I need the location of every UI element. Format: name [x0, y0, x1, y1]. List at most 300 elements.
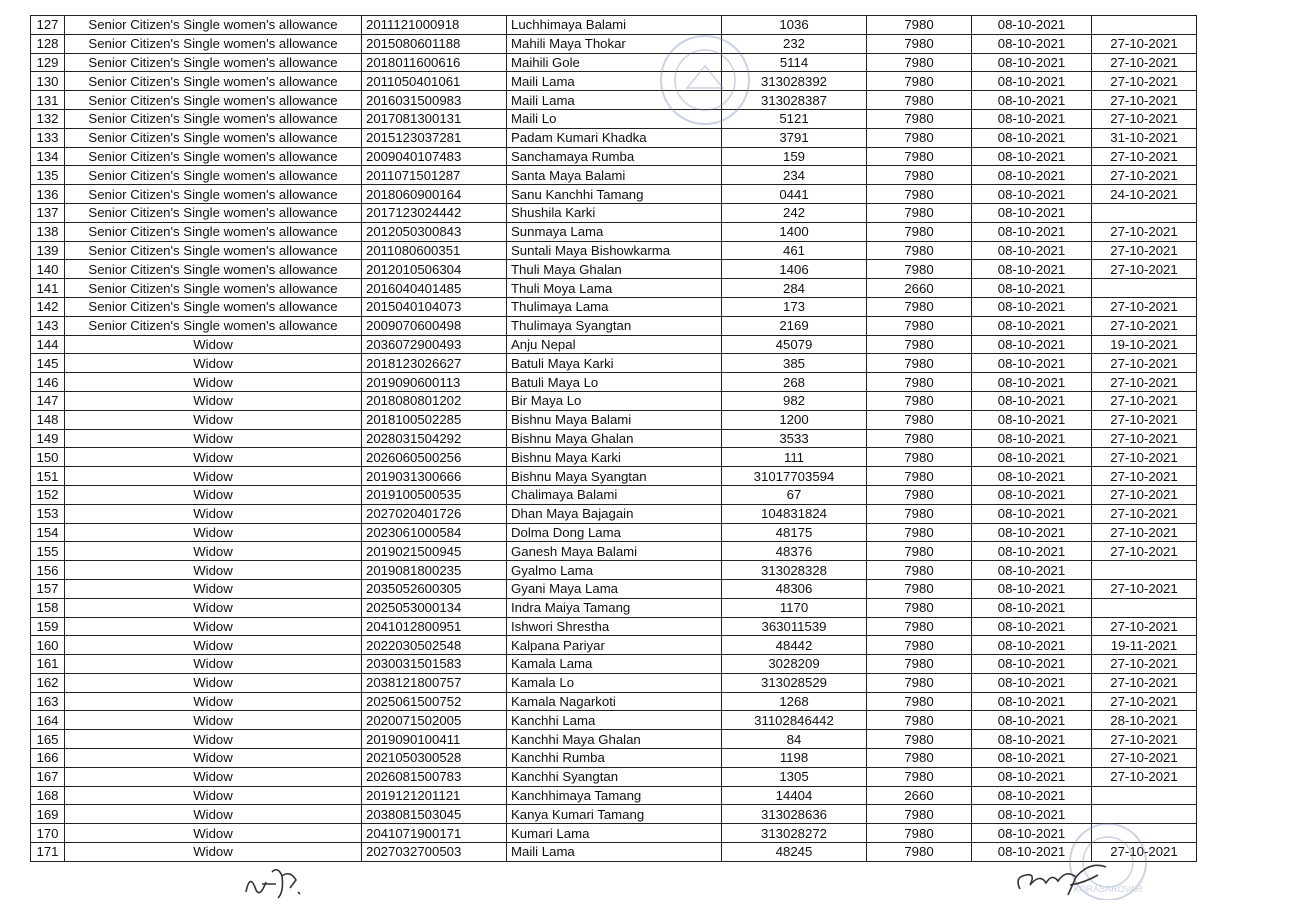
serial-number-cell: 154	[31, 523, 65, 542]
issue-date-cell: 08-10-2021	[972, 53, 1092, 72]
issue-date-cell: 08-10-2021	[972, 485, 1092, 504]
amount-cell: 7980	[867, 354, 972, 373]
citizen-id-cell: 2023061000584	[362, 523, 507, 542]
beneficiary-name-cell: Bishnu Maya Ghalan	[507, 429, 722, 448]
citizen-id-cell: 2018123026627	[362, 354, 507, 373]
serial-number-cell: 134	[31, 147, 65, 166]
serial-number-cell: 127	[31, 16, 65, 35]
account-number-cell: 84	[722, 730, 867, 749]
serial-number-cell: 133	[31, 128, 65, 147]
received-date-cell: 27-10-2021	[1092, 166, 1197, 185]
allowance-type-cell: Widow	[65, 354, 362, 373]
issue-date-cell: 08-10-2021	[972, 128, 1092, 147]
allowance-type-cell: Senior Citizen's Single women's allowance	[65, 147, 362, 166]
issue-date-cell: 08-10-2021	[972, 109, 1092, 128]
amount-cell: 7980	[867, 749, 972, 768]
issue-date-cell: 08-10-2021	[972, 673, 1092, 692]
allowance-type-cell: Widow	[65, 711, 362, 730]
issue-date-cell: 08-10-2021	[972, 279, 1092, 298]
account-number-cell: 1198	[722, 749, 867, 768]
account-number-cell: 3791	[722, 128, 867, 147]
beneficiary-name-cell: Bishnu Maya Karki	[507, 448, 722, 467]
received-date-cell: 27-10-2021	[1092, 655, 1197, 674]
issue-date-cell: 08-10-2021	[972, 16, 1092, 35]
serial-number-cell: 151	[31, 467, 65, 486]
issue-date-cell: 08-10-2021	[972, 655, 1092, 674]
amount-cell: 7980	[867, 166, 972, 185]
account-number-cell: 1170	[722, 598, 867, 617]
received-date-cell	[1092, 203, 1197, 222]
serial-number-cell: 149	[31, 429, 65, 448]
account-number-cell: 363011539	[722, 617, 867, 636]
issue-date-cell: 08-10-2021	[972, 579, 1092, 598]
issue-date-cell: 08-10-2021	[972, 523, 1092, 542]
serial-number-cell: 140	[31, 260, 65, 279]
received-date-cell	[1092, 598, 1197, 617]
account-number-cell: 1406	[722, 260, 867, 279]
issue-date-cell: 08-10-2021	[972, 636, 1092, 655]
amount-cell: 7980	[867, 34, 972, 53]
issue-date-cell: 08-10-2021	[972, 598, 1092, 617]
serial-number-cell: 129	[31, 53, 65, 72]
received-date-cell: 27-10-2021	[1092, 72, 1197, 91]
amount-cell: 7980	[867, 542, 972, 561]
table-row	[31, 749, 1197, 768]
allowance-type-cell: Widow	[65, 429, 362, 448]
account-number-cell: 242	[722, 203, 867, 222]
account-number-cell: 31102846442	[722, 711, 867, 730]
serial-number-cell: 128	[31, 34, 65, 53]
serial-number-cell: 158	[31, 598, 65, 617]
allowance-type-cell: Widow	[65, 749, 362, 768]
allowance-type-cell: Widow	[65, 805, 362, 824]
received-date-cell: 27-10-2021	[1092, 673, 1197, 692]
beneficiary-name-cell: Maihili Gole	[507, 53, 722, 72]
received-date-cell: 27-10-2021	[1092, 373, 1197, 392]
citizen-id-cell: 2016031500983	[362, 91, 507, 110]
amount-cell: 7980	[867, 711, 972, 730]
signature-right	[1010, 855, 1120, 905]
allowance-type-cell: Widow	[65, 786, 362, 805]
beneficiary-name-cell: Santa Maya Balami	[507, 166, 722, 185]
account-number-cell: 111	[722, 448, 867, 467]
amount-cell: 7980	[867, 767, 972, 786]
beneficiary-name-cell: Dhan Maya Bajagain	[507, 504, 722, 523]
citizen-id-cell: 2035052600305	[362, 579, 507, 598]
amount-cell: 7980	[867, 109, 972, 128]
serial-number-cell: 152	[31, 485, 65, 504]
citizen-id-cell: 2017123024442	[362, 203, 507, 222]
allowance-type-cell: Widow	[65, 598, 362, 617]
issue-date-cell: 08-10-2021	[972, 542, 1092, 561]
citizen-id-cell: 2019021500945	[362, 542, 507, 561]
beneficiary-name-cell: Mahili Maya Thokar	[507, 34, 722, 53]
amount-cell: 7980	[867, 429, 972, 448]
serial-number-cell: 136	[31, 185, 65, 204]
table-row	[31, 34, 1197, 53]
allowance-type-cell: Widow	[65, 410, 362, 429]
issue-date-cell: 08-10-2021	[972, 335, 1092, 354]
amount-cell: 7980	[867, 128, 972, 147]
citizen-id-cell: 2038081503045	[362, 805, 507, 824]
allowance-type-cell: Senior Citizen's Single women's allowance	[65, 203, 362, 222]
issue-date-cell: 08-10-2021	[972, 354, 1092, 373]
beneficiary-name-cell: Gyani Maya Lama	[507, 579, 722, 598]
amount-cell: 7980	[867, 297, 972, 316]
amount-cell: 7980	[867, 467, 972, 486]
allowance-table-sheet	[30, 15, 1197, 862]
account-number-cell: 5121	[722, 109, 867, 128]
account-number-cell: 313028272	[722, 824, 867, 843]
amount-cell: 7980	[867, 241, 972, 260]
account-number-cell: 1400	[722, 222, 867, 241]
amount-cell: 7980	[867, 561, 972, 580]
account-number-cell: 5114	[722, 53, 867, 72]
allowance-type-cell: Widow	[65, 730, 362, 749]
account-number-cell: 284	[722, 279, 867, 298]
received-date-cell: 27-10-2021	[1092, 504, 1197, 523]
account-number-cell: 48376	[722, 542, 867, 561]
serial-number-cell: 160	[31, 636, 65, 655]
citizen-id-cell: 2012010506304	[362, 260, 507, 279]
serial-number-cell: 143	[31, 316, 65, 335]
serial-number-cell: 166	[31, 749, 65, 768]
issue-date-cell: 08-10-2021	[972, 824, 1092, 843]
beneficiary-name-cell: Kanchhimaya Tamang	[507, 786, 722, 805]
table-row	[31, 824, 1197, 843]
account-number-cell: 45079	[722, 335, 867, 354]
allowance-type-cell: Widow	[65, 391, 362, 410]
serial-number-cell: 138	[31, 222, 65, 241]
issue-date-cell: 08-10-2021	[972, 767, 1092, 786]
beneficiary-name-cell: Ishwori Shrestha	[507, 617, 722, 636]
issue-date-cell: 08-10-2021	[972, 91, 1092, 110]
citizen-id-cell: 2011121000918	[362, 16, 507, 35]
citizen-id-cell: 2030031501583	[362, 655, 507, 674]
issue-date-cell: 08-10-2021	[972, 410, 1092, 429]
received-date-cell: 27-10-2021	[1092, 749, 1197, 768]
allowance-type-cell: Widow	[65, 448, 362, 467]
issue-date-cell: 08-10-2021	[972, 805, 1092, 824]
serial-number-cell: 148	[31, 410, 65, 429]
issue-date-cell: 08-10-2021	[972, 185, 1092, 204]
issue-date-cell: 08-10-2021	[972, 692, 1092, 711]
serial-number-cell: 162	[31, 673, 65, 692]
allowance-type-cell: Senior Citizen's Single women's allowance	[65, 128, 362, 147]
beneficiary-name-cell: Thulimaya Syangtan	[507, 316, 722, 335]
received-date-cell: 27-10-2021	[1092, 843, 1197, 862]
serial-number-cell: 157	[31, 579, 65, 598]
citizen-id-cell: 2027020401726	[362, 504, 507, 523]
beneficiary-name-cell: Kanchhi Maya Ghalan	[507, 730, 722, 749]
citizen-id-cell: 2026081500783	[362, 767, 507, 786]
table-row	[31, 655, 1197, 674]
amount-cell: 7980	[867, 843, 972, 862]
table-row	[31, 504, 1197, 523]
received-date-cell	[1092, 786, 1197, 805]
received-date-cell: 27-10-2021	[1092, 297, 1197, 316]
allowance-type-cell: Senior Citizen's Single women's allowance	[65, 109, 362, 128]
table-row	[31, 373, 1197, 392]
beneficiary-name-cell: Batuli Maya Lo	[507, 373, 722, 392]
serial-number-cell: 164	[31, 711, 65, 730]
beneficiary-name-cell: Thulimaya Lama	[507, 297, 722, 316]
account-number-cell: 313028328	[722, 561, 867, 580]
table-row	[31, 203, 1197, 222]
account-number-cell: 313028392	[722, 72, 867, 91]
received-date-cell: 27-10-2021	[1092, 542, 1197, 561]
received-date-cell: 27-10-2021	[1092, 767, 1197, 786]
beneficiary-name-cell: Kamala Nagarkoti	[507, 692, 722, 711]
beneficiary-name-cell: Bishnu Maya Balami	[507, 410, 722, 429]
signature-left	[238, 862, 328, 907]
beneficiary-name-cell: Ganesh Maya Balami	[507, 542, 722, 561]
amount-cell: 7980	[867, 805, 972, 824]
account-number-cell: 67	[722, 485, 867, 504]
account-number-cell: 313028529	[722, 673, 867, 692]
received-date-cell: 27-10-2021	[1092, 485, 1197, 504]
received-date-cell	[1092, 279, 1197, 298]
beneficiary-name-cell: Dolma Dong Lama	[507, 523, 722, 542]
serial-number-cell: 163	[31, 692, 65, 711]
allowance-table	[30, 15, 1197, 862]
issue-date-cell: 08-10-2021	[972, 448, 1092, 467]
account-number-cell: 31017703594	[722, 467, 867, 486]
serial-number-cell: 131	[31, 91, 65, 110]
beneficiary-name-cell: Kumari Lama	[507, 824, 722, 843]
table-row	[31, 297, 1197, 316]
amount-cell: 2660	[867, 279, 972, 298]
serial-number-cell: 168	[31, 786, 65, 805]
account-number-cell: 1305	[722, 767, 867, 786]
issue-date-cell: 08-10-2021	[972, 373, 1092, 392]
citizen-id-cell: 2041012800951	[362, 617, 507, 636]
serial-number-cell: 145	[31, 354, 65, 373]
allowance-type-cell: Widow	[65, 561, 362, 580]
allowance-type-cell: Widow	[65, 335, 362, 354]
issue-date-cell: 08-10-2021	[972, 730, 1092, 749]
citizen-id-cell: 2019081800235	[362, 561, 507, 580]
issue-date-cell: 08-10-2021	[972, 617, 1092, 636]
table-row	[31, 692, 1197, 711]
allowance-type-cell: Senior Citizen's Single women's allowance	[65, 166, 362, 185]
received-date-cell: 27-10-2021	[1092, 410, 1197, 429]
account-number-cell: 313028636	[722, 805, 867, 824]
table-row	[31, 166, 1197, 185]
allowance-type-cell: Senior Citizen's Single women's allowance	[65, 241, 362, 260]
serial-number-cell: 155	[31, 542, 65, 561]
allowance-type-cell: Widow	[65, 692, 362, 711]
issue-date-cell: 08-10-2021	[972, 166, 1092, 185]
citizen-id-cell: 2009070600498	[362, 316, 507, 335]
table-row	[31, 598, 1197, 617]
citizen-id-cell: 2015123037281	[362, 128, 507, 147]
seal-text: KORASAROVAR	[1073, 884, 1143, 894]
amount-cell: 7980	[867, 598, 972, 617]
serial-number-cell: 141	[31, 279, 65, 298]
amount-cell: 7980	[867, 373, 972, 392]
amount-cell: 7980	[867, 391, 972, 410]
citizen-id-cell: 2027032700503	[362, 843, 507, 862]
account-number-cell: 982	[722, 391, 867, 410]
allowance-type-cell: Senior Citizen's Single women's allowance	[65, 316, 362, 335]
issue-date-cell: 08-10-2021	[972, 561, 1092, 580]
beneficiary-name-cell: Anju Nepal	[507, 335, 722, 354]
account-number-cell: 48175	[722, 523, 867, 542]
beneficiary-name-cell: Kamala Lo	[507, 673, 722, 692]
beneficiary-name-cell: Shushila Karki	[507, 203, 722, 222]
amount-cell: 7980	[867, 72, 972, 91]
citizen-id-cell: 2011050401061	[362, 72, 507, 91]
issue-date-cell: 08-10-2021	[972, 316, 1092, 335]
account-number-cell: 1268	[722, 692, 867, 711]
table-row	[31, 429, 1197, 448]
serial-number-cell: 153	[31, 504, 65, 523]
table-body	[31, 16, 1197, 862]
beneficiary-name-cell: Padam Kumari Khadka	[507, 128, 722, 147]
account-number-cell: 0441	[722, 185, 867, 204]
beneficiary-name-cell: Sunmaya Lama	[507, 222, 722, 241]
citizen-id-cell: 2026060500256	[362, 448, 507, 467]
received-date-cell: 27-10-2021	[1092, 579, 1197, 598]
amount-cell: 7980	[867, 655, 972, 674]
beneficiary-name-cell: Kanchhi Lama	[507, 711, 722, 730]
beneficiary-name-cell: Luchhimaya Balami	[507, 16, 722, 35]
citizen-id-cell: 2012050300843	[362, 222, 507, 241]
received-date-cell: 27-10-2021	[1092, 617, 1197, 636]
received-date-cell: 27-10-2021	[1092, 448, 1197, 467]
allowance-type-cell: Widow	[65, 579, 362, 598]
table-row	[31, 767, 1197, 786]
table-row	[31, 579, 1197, 598]
amount-cell: 7980	[867, 617, 972, 636]
account-number-cell: 461	[722, 241, 867, 260]
allowance-type-cell: Senior Citizen's Single women's allowance	[65, 279, 362, 298]
table-row	[31, 185, 1197, 204]
table-row	[31, 354, 1197, 373]
received-date-cell: 27-10-2021	[1092, 354, 1197, 373]
received-date-cell: 27-10-2021	[1092, 467, 1197, 486]
table-row	[31, 91, 1197, 110]
serial-number-cell: 139	[31, 241, 65, 260]
serial-number-cell: 146	[31, 373, 65, 392]
citizen-id-cell: 2019100500535	[362, 485, 507, 504]
table-row	[31, 53, 1197, 72]
table-row	[31, 128, 1197, 147]
account-number-cell: 1036	[722, 16, 867, 35]
received-date-cell: 27-10-2021	[1092, 692, 1197, 711]
amount-cell: 7980	[867, 673, 972, 692]
table-row	[31, 316, 1197, 335]
amount-cell: 7980	[867, 260, 972, 279]
account-number-cell: 104831824	[722, 504, 867, 523]
allowance-type-cell: Senior Citizen's Single women's allowance	[65, 222, 362, 241]
allowance-type-cell: Widow	[65, 767, 362, 786]
table-row	[31, 410, 1197, 429]
received-date-cell: 28-10-2021	[1092, 711, 1197, 730]
table-row	[31, 72, 1197, 91]
citizen-id-cell: 2016040401485	[362, 279, 507, 298]
serial-number-cell: 142	[31, 297, 65, 316]
allowance-type-cell: Widow	[65, 373, 362, 392]
amount-cell: 7980	[867, 147, 972, 166]
received-date-cell: 27-10-2021	[1092, 147, 1197, 166]
amount-cell: 7980	[867, 692, 972, 711]
received-date-cell: 27-10-2021	[1092, 730, 1197, 749]
beneficiary-name-cell: Maili Lama	[507, 72, 722, 91]
beneficiary-name-cell: Thuli Moya Lama	[507, 279, 722, 298]
beneficiary-name-cell: Maili Lama	[507, 843, 722, 862]
amount-cell: 2660	[867, 786, 972, 805]
account-number-cell: 3533	[722, 429, 867, 448]
received-date-cell: 27-10-2021	[1092, 109, 1197, 128]
issue-date-cell: 08-10-2021	[972, 203, 1092, 222]
account-number-cell: 48442	[722, 636, 867, 655]
beneficiary-name-cell: Maili Lama	[507, 91, 722, 110]
amount-cell: 7980	[867, 504, 972, 523]
table-row	[31, 448, 1197, 467]
account-number-cell: 385	[722, 354, 867, 373]
account-number-cell: 14404	[722, 786, 867, 805]
account-number-cell: 232	[722, 34, 867, 53]
citizen-id-cell: 2019031300666	[362, 467, 507, 486]
received-date-cell: 27-10-2021	[1092, 34, 1197, 53]
allowance-type-cell: Widow	[65, 485, 362, 504]
beneficiary-name-cell: Kalpana Pariyar	[507, 636, 722, 655]
allowance-type-cell: Widow	[65, 843, 362, 862]
amount-cell: 7980	[867, 485, 972, 504]
received-date-cell	[1092, 16, 1197, 35]
beneficiary-name-cell: Kanya Kumari Tamang	[507, 805, 722, 824]
beneficiary-name-cell: Sanu Kanchhi Tamang	[507, 185, 722, 204]
received-date-cell: 27-10-2021	[1092, 222, 1197, 241]
account-number-cell: 2169	[722, 316, 867, 335]
beneficiary-name-cell: Suntali Maya Bishowkarma	[507, 241, 722, 260]
table-row	[31, 617, 1197, 636]
table-row	[31, 16, 1197, 35]
beneficiary-name-cell: Kamala Lama	[507, 655, 722, 674]
beneficiary-name-cell: Batuli Maya Karki	[507, 354, 722, 373]
citizen-id-cell: 2025061500752	[362, 692, 507, 711]
issue-date-cell: 08-10-2021	[972, 467, 1092, 486]
citizen-id-cell: 2019090600113	[362, 373, 507, 392]
serial-number-cell: 132	[31, 109, 65, 128]
allowance-type-cell: Widow	[65, 504, 362, 523]
issue-date-cell: 08-10-2021	[972, 504, 1092, 523]
amount-cell: 7980	[867, 222, 972, 241]
allowance-type-cell: Senior Citizen's Single women's allowance	[65, 185, 362, 204]
received-date-cell: 27-10-2021	[1092, 391, 1197, 410]
beneficiary-name-cell: Bir Maya Lo	[507, 391, 722, 410]
amount-cell: 7980	[867, 53, 972, 72]
table-row	[31, 391, 1197, 410]
account-number-cell: 313028387	[722, 91, 867, 110]
allowance-type-cell: Widow	[65, 655, 362, 674]
serial-number-cell: 144	[31, 335, 65, 354]
account-number-cell: 48306	[722, 579, 867, 598]
table-row	[31, 523, 1197, 542]
table-row	[31, 147, 1197, 166]
beneficiary-name-cell: Sanchamaya Rumba	[507, 147, 722, 166]
table-row	[31, 279, 1197, 298]
issue-date-cell: 08-10-2021	[972, 72, 1092, 91]
received-date-cell: 31-10-2021	[1092, 128, 1197, 147]
received-date-cell: 27-10-2021	[1092, 316, 1197, 335]
serial-number-cell: 159	[31, 617, 65, 636]
serial-number-cell: 167	[31, 767, 65, 786]
citizen-id-cell: 2041071900171	[362, 824, 507, 843]
beneficiary-name-cell: Indra Maiya Tamang	[507, 598, 722, 617]
